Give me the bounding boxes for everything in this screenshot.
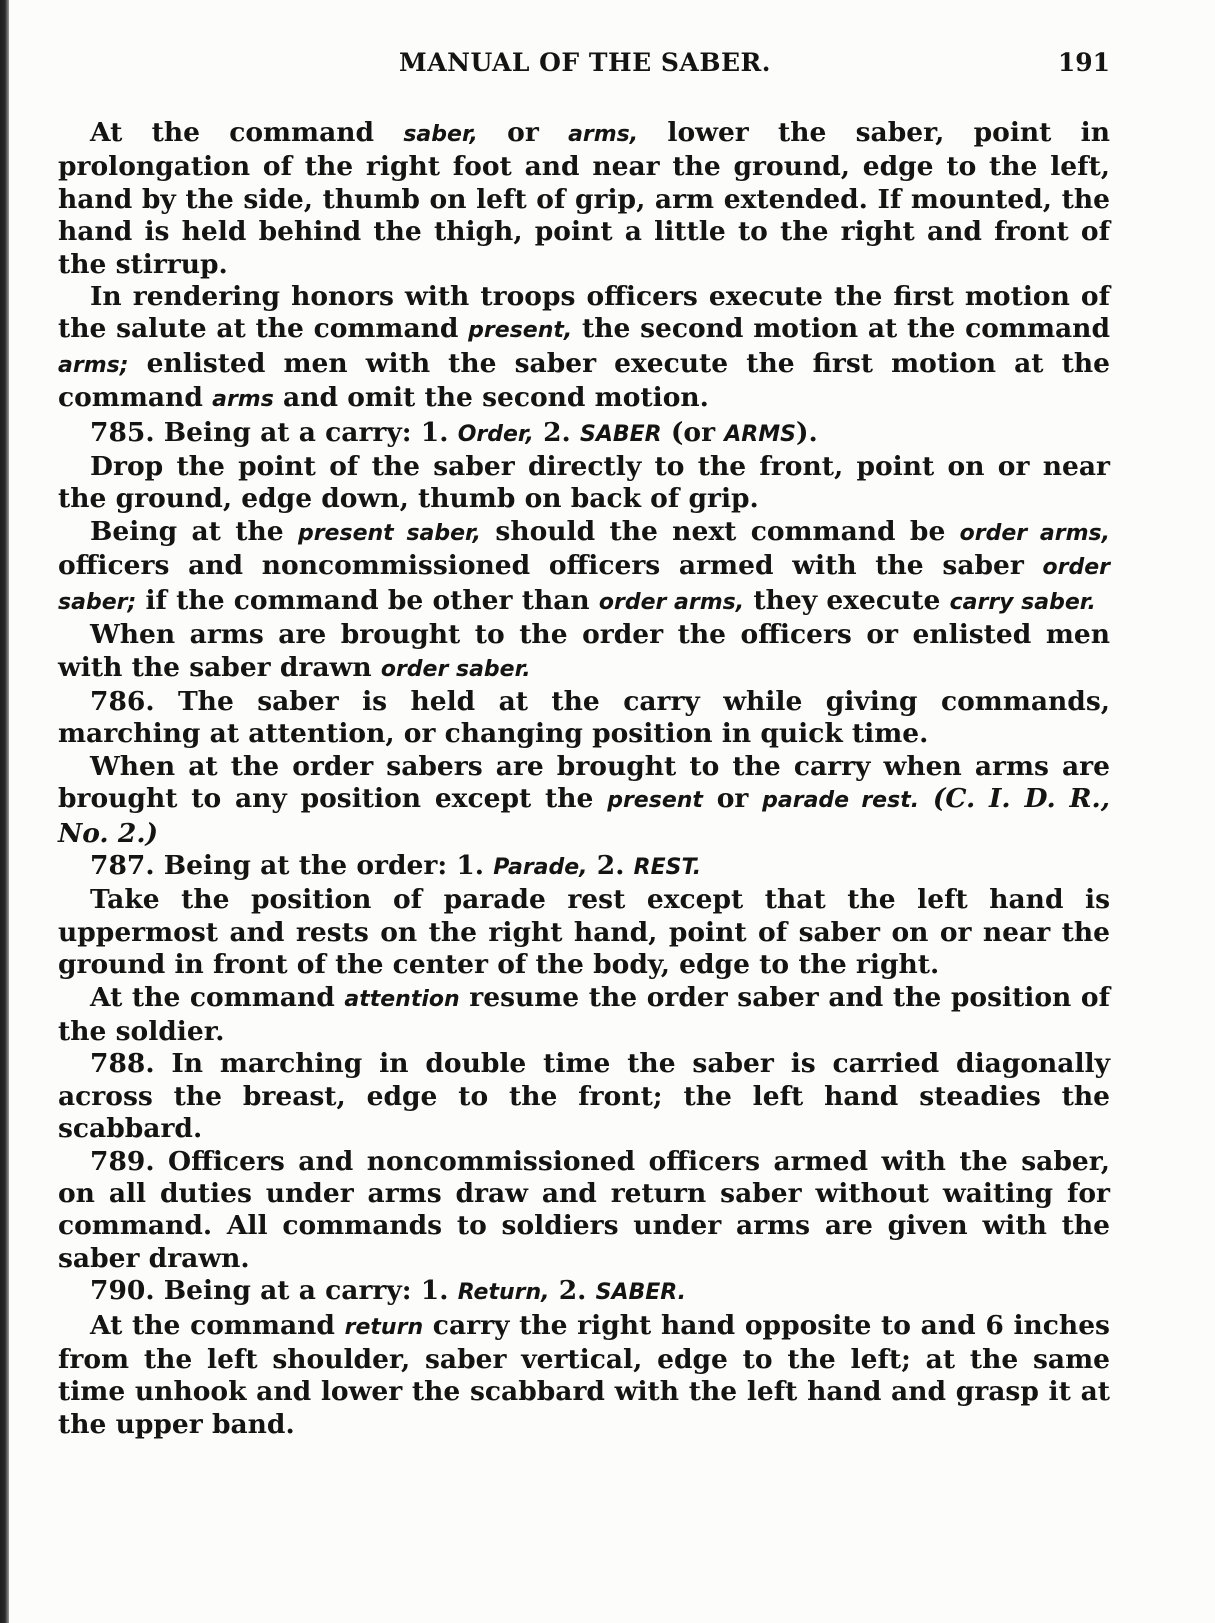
paragraph-text: they execute bbox=[744, 584, 950, 616]
command-word: arms, bbox=[568, 122, 639, 147]
paragraph-text: ). bbox=[795, 416, 818, 448]
command-word: REST. bbox=[633, 854, 702, 880]
command-word: arms bbox=[212, 387, 274, 413]
paragraph-text: the second motion at the command bbox=[572, 313, 1110, 345]
paragraph-text: In marching in double time the saber is carried diagonally across the breast, edge to the front; the left hand steadies the scabbard. bbox=[58, 1048, 1110, 1145]
command-word: present saber, bbox=[297, 520, 482, 546]
paragraph bbox=[58, 281, 1110, 417]
command-word: order arms, bbox=[959, 520, 1110, 546]
paragraph-text: 2. bbox=[533, 416, 581, 448]
command-word: Order, bbox=[457, 421, 534, 447]
paragraph-text: Being at a carry: 1. bbox=[154, 416, 458, 448]
section-number: 789. bbox=[90, 1145, 155, 1177]
page-number: 191 bbox=[1057, 48, 1110, 77]
paragraph bbox=[58, 1275, 1110, 1309]
paragraph-text: if the command be other than bbox=[136, 584, 599, 616]
paragraph bbox=[58, 1146, 1110, 1276]
paragraph-text: Being at a carry: 1. bbox=[154, 1275, 458, 1307]
citation: (C. I. D. R., No. 2.) bbox=[58, 783, 1110, 849]
paragraph-text: When at the order sabers are brought to the carry when arms are brought to any position except the bbox=[58, 750, 1110, 815]
paragraph bbox=[58, 1048, 1110, 1145]
command-word: SABER. bbox=[595, 1280, 687, 1306]
paragraph-text: 2. bbox=[587, 849, 634, 881]
command-word: carry saber. bbox=[949, 589, 1096, 615]
section-number: 788. bbox=[90, 1048, 155, 1080]
paragraph-text: At the command bbox=[90, 1309, 345, 1341]
command-word: Parade, bbox=[493, 854, 588, 880]
paragraph-text: Being at the order: 1. bbox=[154, 849, 494, 881]
section-number: 786. bbox=[90, 685, 155, 717]
command-word: order saber. bbox=[380, 656, 531, 682]
paragraph bbox=[58, 516, 1110, 619]
paragraph bbox=[58, 451, 1110, 516]
paragraph-text: and omit the second motion. bbox=[273, 382, 709, 414]
paragraph bbox=[58, 850, 1110, 884]
command-word: arms; bbox=[58, 352, 129, 378]
book-spine-edge bbox=[0, 0, 9, 1623]
command-word: Return, bbox=[457, 1280, 550, 1306]
paragraph bbox=[58, 884, 1110, 981]
paragraph-text: or bbox=[702, 783, 763, 815]
paragraph-text: Officers and noncommissioned officers armed with the saber, on all duties under arms draw and return saber without waiting for command. All commands to soldiers under arms are given with the saber drawn. bbox=[58, 1145, 1110, 1274]
paragraph-text bbox=[919, 783, 933, 814]
command-word: order arms, bbox=[598, 589, 745, 615]
paragraph bbox=[58, 619, 1110, 686]
paragraph-text: Take the position of parade rest except that the left hand is uppermost and rests on the right hand, point of saber on or near the ground in front of the center of the body, edge to the right. bbox=[58, 884, 1110, 981]
paragraph-text: At the command bbox=[90, 117, 404, 148]
command-word: saber, bbox=[403, 122, 478, 147]
paragraph-text: resume the order saber and the position of the soldier. bbox=[58, 981, 1110, 1047]
command-word: attention bbox=[344, 986, 460, 1012]
paragraph-text: (or bbox=[661, 416, 725, 448]
paragraph-text: or bbox=[477, 117, 569, 148]
paragraph-text: should the next command be bbox=[481, 515, 960, 547]
command-word: parade rest. bbox=[762, 788, 920, 814]
paragraph bbox=[58, 117, 1110, 281]
section-number: 785. bbox=[90, 416, 155, 448]
section-number: 790. bbox=[90, 1275, 155, 1307]
body-text bbox=[58, 117, 1110, 1441]
command-word: ARMS bbox=[724, 421, 796, 447]
paragraph bbox=[58, 1310, 1110, 1442]
paragraph bbox=[58, 417, 1110, 451]
paragraph-text: When arms are brought to the order the officers or enlisted men with the saber drawn bbox=[58, 619, 1110, 683]
paragraph-text: Drop the point of the saber directly to the front, point on or near the ground, edge down, thumb on back of grip. bbox=[58, 451, 1110, 515]
paragraph-text: carry the right hand opposite to and 6 inches from the left shoulder, saber vertical, edge to the left; at the same time unhook and lower the scabbard with the left hand and grasp it at the upper band. bbox=[58, 1309, 1110, 1440]
paragraph-text: Being at the bbox=[90, 515, 298, 547]
paragraph bbox=[58, 751, 1110, 850]
command-word: order saber; bbox=[58, 555, 1110, 615]
paragraph-text: enlisted men with the saber execute the first motion at the command bbox=[58, 347, 1110, 414]
paragraph-text: The saber is held at the carry while giving commands, marching at attention, or changing position in quick time. bbox=[58, 685, 1110, 750]
command-word: SABER bbox=[580, 421, 662, 447]
page-header bbox=[60, 48, 1110, 88]
paragraph-text: In rendering honors with troops officers execute the first motion of the salute at the command bbox=[58, 281, 1110, 345]
paragraph-text: At the command bbox=[90, 981, 345, 1013]
paragraph bbox=[58, 982, 1110, 1049]
command-word: present, bbox=[468, 318, 573, 344]
paragraph-text: officers and noncommissioned officers armed with the saber bbox=[58, 550, 1043, 582]
section-number: 787. bbox=[90, 849, 155, 881]
command-word: present bbox=[607, 788, 703, 814]
paragraph-text: 2. bbox=[549, 1275, 596, 1307]
running-title: MANUAL OF THE SABER. bbox=[399, 48, 771, 77]
paragraph-text: lower the saber, point in prolongation of the right foot and near the ground, edge to the left, hand by the side, thumb on left of grip, arm extended. If mounted, the hand is held behind the thigh, point a little to the right and front of the stirrup. bbox=[58, 117, 1110, 280]
command-word: return bbox=[344, 1314, 424, 1340]
paragraph bbox=[58, 686, 1110, 751]
